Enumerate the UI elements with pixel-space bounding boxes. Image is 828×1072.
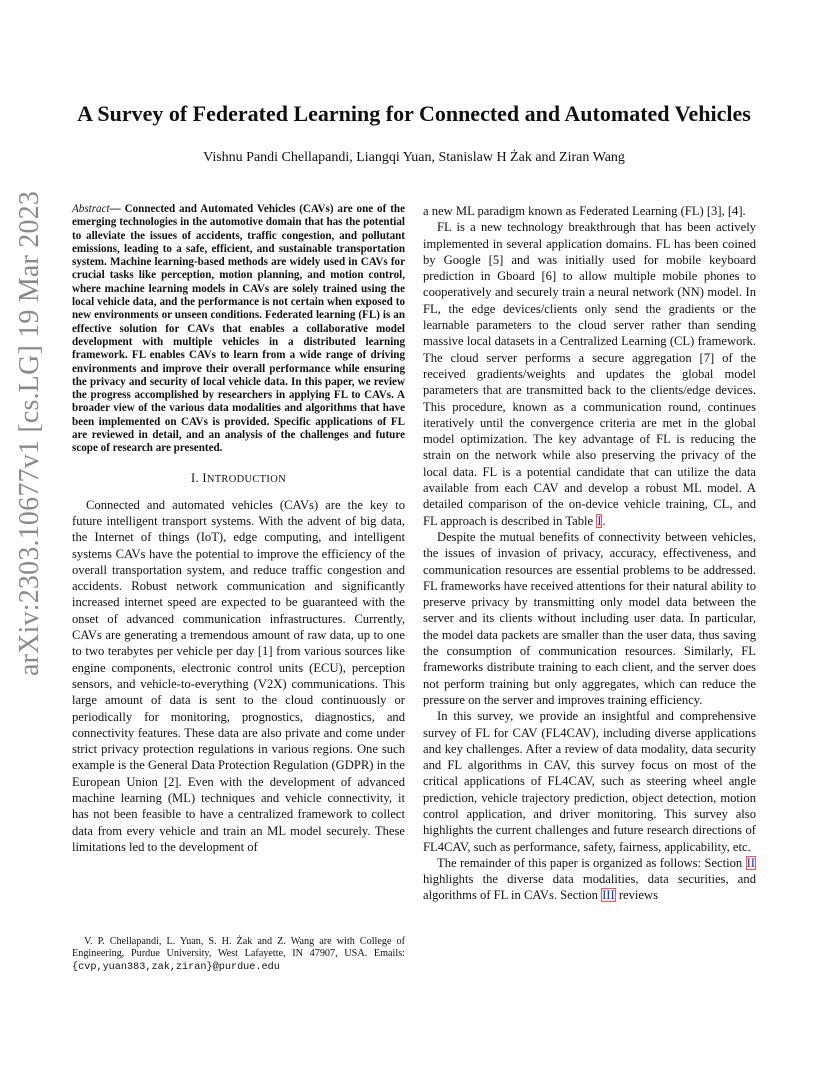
abstract-label: Abstract — [72, 203, 110, 215]
intro-paragraph-4: In this survey, we provide an insightful and comprehensive survey of FL for CAV (FL4CAV), including diverse applications and key challenges. After a review of data modality, data security and FL algorithms in CAV, this survey focus on most of the critical applications of FL4CAV, such as steering wheel angle prediction, vehicle trajectory prediction, object detection, motion control application, and driver monitoring. This survey also highlights the current challenges and future research directions of FL4CAV, such as performance, safety, fairness, applicability, etc. — [423, 709, 756, 854]
section-title-rest: NTRODUCTION — [206, 473, 286, 485]
table-reference-link[interactable]: I — [597, 513, 602, 528]
paragraph-text-end: . — [602, 513, 606, 528]
abstract-text: Connected and Automated Vehicles (CAVs) are one of the emerging technologies in the automotive domain that has the potential to alleviate the issues of accidents, traffic congestion, and pollutant emissions, leading to a safe, efficient, and sustainable transportation system. Machine learning-based methods are widely used in CAVs for crucial tasks like perception, motion planning, and motion control, where machine learning models in CAVs are solely trained using the local vehicle data, and the performance is not certain when exposed to new environments or unseen conditions. Federated learning (FL) is an effective solution for CAVs that enables a collaborative model development with multiple vehicles in a distributed learning framework. FL enables CAVs to learn from a wide range of driving environments and improve their overall performance while ensuring the privacy and security of local vehicle data. In this paper, we review the progress accomplished by researchers in applying FL to CAVs. A broader view of the various data modalities and algorithms that have been implemented on CAVs is provided. Specific applications of FL are reviewed in detail, and an analysis of the challenges and future scope of research are presented. — [72, 203, 405, 455]
intro-paragraph-2 — [423, 219, 756, 529]
footnote-emails: {cvp,yuan383,zak,ziran}@purdue.edu — [72, 961, 280, 973]
abstract-dash: — — [109, 203, 125, 215]
arxiv-identifier: arXiv:2303.10677v1 [cs.LG] 19 Mar 2023 — [14, 190, 45, 676]
intro-paragraph-3: Despite the mutual benefits of connectivity between vehicles, the issues of invasion of privacy, accuracy, effectiveness, and communication resources are essential problems to be addressed. FL frameworks have received attentions for their natural ability to preserve privacy by transmitting only model data between the server and its clients without including user data. In particular, the model data packets are smaller than the user data, thus saving the consumption of communication resources. Similarly, FL frameworks distribute training to each client, and the server does not perform training but only aggregates, which can reduce the pressure on the server and improves training efficiency. — [423, 529, 756, 707]
intro-paragraph-1: Connected and automated vehicles (CAVs) are the key to future intelligent transport systems. With the advent of big data, the Internet of things (IoT), edge computing, and intelligent systems CAVs have the potential to improve the efficiency of the overall transportation system, and reduce traffic congestion and accidents. Robust network communication and significantly increased internet speed are expected to be guaranteed with the onset of advanced communication infrastructures. Currently, CAVs are generating a tremendous amount of raw data, up to one to two terabytes per vehicle per day [1] from various sources like engine components, electronic control units (ECU), perception sensors, and vehicle-to-everything (V2X) communications. This large amount of data is sent to the cloud continuously or periodically for monitoring, prognostics, diagnostics, and connectivity features. These data are also private and come under strict privacy protection regulations in various regions. One such example is the General Data Protection Regulation (GDPR) in the European Union [2]. Even with the development of advanced machine learning (ML) techniques and vehicle connectivity, it has not been feasible to have a centralized framework to collect data from every vehicle and train an ML model securely. These limitations led to the development of — [72, 497, 405, 854]
author-list: Vishnu Pandi Chellapandi, Liangqi Yuan, Stanislaw H Żak and Ziran Wang — [203, 150, 625, 165]
section-reference-link[interactable]: III — [602, 888, 615, 903]
intro-paragraph-continued: a new ML paradigm known as Federated Learning (FL) [3], [4]. — [423, 204, 746, 218]
section-reference-link[interactable]: II — [746, 855, 755, 870]
section-number: I. — [191, 470, 199, 485]
section-heading-introduction — [72, 471, 405, 486]
section-title-initial: I — [202, 470, 207, 485]
abstract — [72, 203, 405, 456]
paragraph-text: FL is a new technology breakthrough that has been actively implemented in several application domains. FL has been coined by Google [5] and was initially used for mobile keyboard prediction in Gboard [6] to allow multiple mobile phones to cooperatively and securely train a neural network (NN) model. In FL, the edge devices/clients only send the gradients or the learnable parameters to the cloud server rather than sending massive local datasets in a Centralized Learning (CL) framework. The cloud server performs a secure aggregation [7] of the received gradients/weights and updates the global model parameters that are transmitted back to the clients/edge devices. This procedure, known as a communication round, continues iteratively until the convergence criteria are met in the global model optimization. The key advantage of FL is reducing the strain on the network while also preserving the privacy of the local data. FL is a potential candidate that can utilize the data available from each CAV and develop a robust ML model. A detailed comparison of the on-device vehicle training, CL, and FL approach is described in Table — [423, 220, 756, 528]
paper-title: A Survey of Federated Learning for Connected and Automated Vehicles — [77, 101, 751, 126]
footnote-text: V. P. Chellapandi, L. Yuan, S. H. Żak and Z. Wang are with College of Engineering, Purdue University, West Lafayette, IN 47907, USA. Emails: — [72, 936, 405, 960]
paragraph-text-end: reviews — [615, 888, 658, 903]
author-affiliation-footnote — [72, 936, 405, 974]
intro-paragraph-5 — [423, 855, 756, 904]
paragraph-text: The remainder of this paper is organized as follows: Section — [437, 855, 746, 870]
left-column — [72, 203, 405, 855]
paragraph-text: highlights the diverse data modalities, data securities, and algorithms of FL in CAVs. Section — [423, 872, 756, 903]
right-column — [423, 203, 756, 904]
